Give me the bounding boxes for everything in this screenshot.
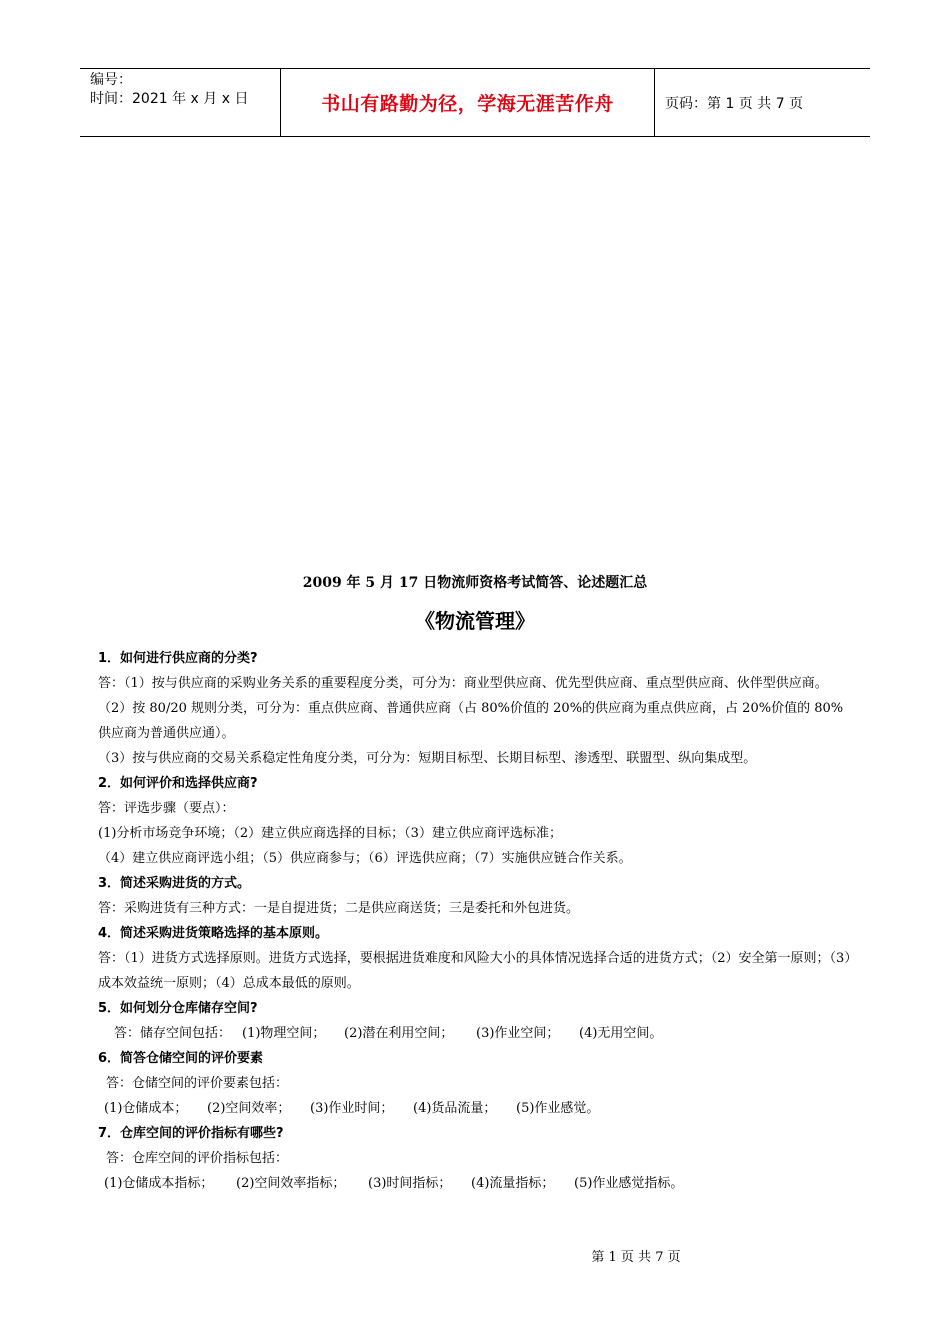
answer-1-part-3: （3）按与供应商的交易关系稳定性角度分类，可分为：短期目标型、长期目标型、渗透型、联盟型、纵向集成型。 xyxy=(98,751,757,766)
header-page-info: 页码：第 1 页 共 7 页 xyxy=(665,95,804,112)
question-1: 1．如何进行供应商的分类? xyxy=(98,651,258,666)
header-motto: 书山有路勤为径，学海无涯苦作舟 xyxy=(281,69,655,136)
answer-5 xyxy=(98,1021,854,1046)
question-4: 4．简述采购进货策略选择的基本原则。 xyxy=(98,926,329,941)
answer-5-option: (2)潜在利用空间； xyxy=(344,1026,454,1041)
answer-6-option: (5)作业感觉。 xyxy=(516,1101,600,1116)
answer-2-intro: 答：评选步骤（要点）： xyxy=(98,801,235,816)
header-meta xyxy=(80,69,281,136)
document-body xyxy=(98,646,854,1196)
answer-2-steps-2: （4）建立供应商评选小组；（5）供应商参与；（6）评选供应商；（7）实施供应链合作关系。 xyxy=(98,851,632,866)
answer-2-steps-1: (1)分析市场竞争环境；（2）建立供应商选择的目标；（3）建立供应商评选标准； xyxy=(98,826,562,841)
header-time-label: 时间：2021 年 x 月 x 日 xyxy=(90,91,249,107)
answer-5-option: (4)无用空间。 xyxy=(579,1026,663,1041)
question-6: 6．简答仓储空间的评价要素 xyxy=(98,1051,264,1066)
answer-7-intro: 答：仓库空间的评价指标包括： xyxy=(106,1151,289,1166)
page-header xyxy=(80,68,870,137)
answer-7-option: (5)作业感觉指标。 xyxy=(574,1176,684,1191)
answer-1-part-2: （2）按 80/20 规则分类，可分为：重点供应商、普通供应商（占 80%价值的 20%的供应商为重点供应商，占 20%价值的 80%供应商为普通供应通）。 xyxy=(98,701,844,741)
page-footer: 第 1 页 共 7 页 xyxy=(591,1250,681,1265)
answer-6-option: (1)仓储成本； xyxy=(104,1101,188,1116)
answer-6-options xyxy=(98,1096,854,1121)
question-2: 2．如何评价和选择供应商? xyxy=(98,776,258,791)
answer-6-option: (2)空间效率； xyxy=(207,1101,291,1116)
question-3: 3．简述采购进货的方式。 xyxy=(98,876,251,891)
answer-6-intro: 答：仓储空间的评价要素包括： xyxy=(106,1076,289,1091)
document-subtitle: 《物流管理》 xyxy=(415,609,535,633)
answer-7-option: (4)流量指标； xyxy=(471,1176,555,1191)
answer-6-option: (3)作业时间； xyxy=(310,1101,394,1116)
answer-3: 答：采购进货有三种方式：一是自提进货；二是供应商送货；三是委托和外包进货。 xyxy=(98,901,580,916)
answer-5-option: (3)作业空间； xyxy=(476,1026,560,1041)
answer-7-option: (2)空间效率指标； xyxy=(236,1176,346,1191)
answer-7-option: (1)仓储成本指标； xyxy=(104,1176,214,1191)
answer-7-options xyxy=(98,1171,854,1196)
question-7: 7．仓库空间的评价指标有哪些? xyxy=(98,1126,284,1141)
document-title: 2009 年 5 月 17 日物流师资格考试简答、论述题汇总 xyxy=(302,575,648,591)
header-number-label: 编号： xyxy=(90,72,132,88)
answer-5-option: (1)物理空间； xyxy=(242,1026,326,1041)
answer-1-part-1: 答：（1）按与供应商的采购业务关系的重要程度分类，可分为：商业型供应商、优先型供应商、重点型供应商、伙伴型供应商。 xyxy=(98,676,828,691)
answer-4: 答：（1）进货方式选择原则。进货方式选择，要根据进货难度和风险大小的具体情况选择合适的进货方式；（2）安全第一原则；（3）成本效益统一原则；（4）总成本最低的原则。 xyxy=(98,951,851,991)
answer-6-option: (4)货品流量； xyxy=(413,1101,497,1116)
answer-5-intro: 答：储存空间包括： xyxy=(114,1026,232,1041)
question-5: 5．如何划分仓库储存空间? xyxy=(98,1001,258,1016)
answer-7-option: (3)时间指标； xyxy=(368,1176,452,1191)
